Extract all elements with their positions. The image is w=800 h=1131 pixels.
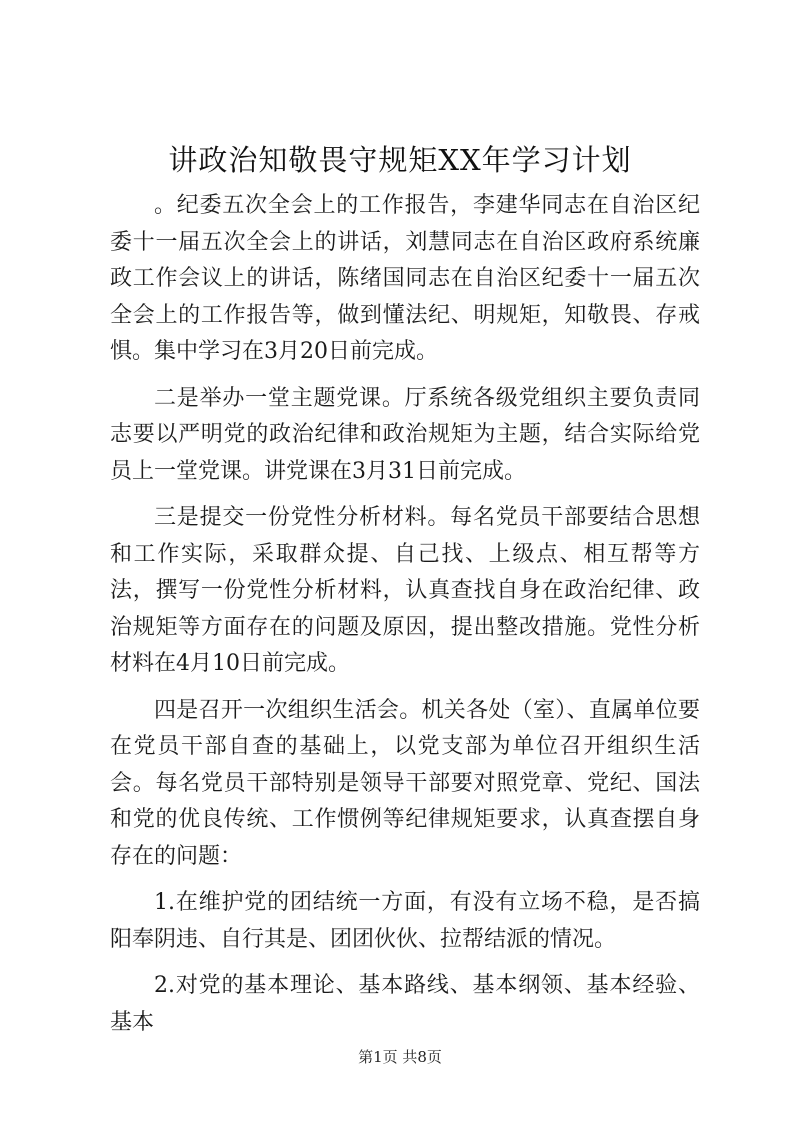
page-number-footer: 第1页 共8页	[358, 1048, 442, 1066]
document-title: 讲政治知敬畏守规矩XX年学习计划	[168, 143, 632, 177]
list-item: 1.在维护党的团结统一方面，有没有立场不稳，是否搞阳奉阴违、自行其是、团团伙伙、拉帮结派的情况。	[110, 890, 700, 952]
paragraph: 二是举办一堂主题党课。厅系统各级党组织主要负责同志要以严明党的政治纪律和政治规矩为主题，结合实际给党员上一堂党课。讲党课在3月31日前完成。	[110, 385, 700, 484]
paragraph: 四是召开一次组织生活会。机关各处（室）、直属单位要在党员干部自查的基础上，以党支部为单位召开组织生活会。每名党员干部特别是领导干部要对照党章、党纪、国法和党的优良传统、工作惯例等纪律规矩要求，认真查摆自身存在的问题：	[110, 697, 700, 869]
list-item: 2.对党的基本理论、基本路线、基本纲领、基本经验、基本	[110, 973, 700, 1035]
document-body	[110, 188, 700, 1051]
paragraph: 三是提交一份党性分析材料。每名党员干部要结合思想和工作实际，采取群众提、自己找、上级点、相互帮等方法，撰写一份党性分析材料，认真查找自身在政治纪律、政治规矩等方面存在的问题及原因，提出整改措施。党性分析材料在4月10日前完成。	[110, 505, 700, 676]
paragraph: 。纪委五次全会上的工作报告，李建华同志在自治区纪委十一届五次全会上的讲话，刘慧同志在自治区政府系统廉政工作会议上的讲话，陈绪国同志在自治区纪委十一届五次全会上的工作报告等，做到懂法纪、明规矩，知敬畏、存戒惧。集中学习在3月20日前完成。	[110, 193, 700, 364]
